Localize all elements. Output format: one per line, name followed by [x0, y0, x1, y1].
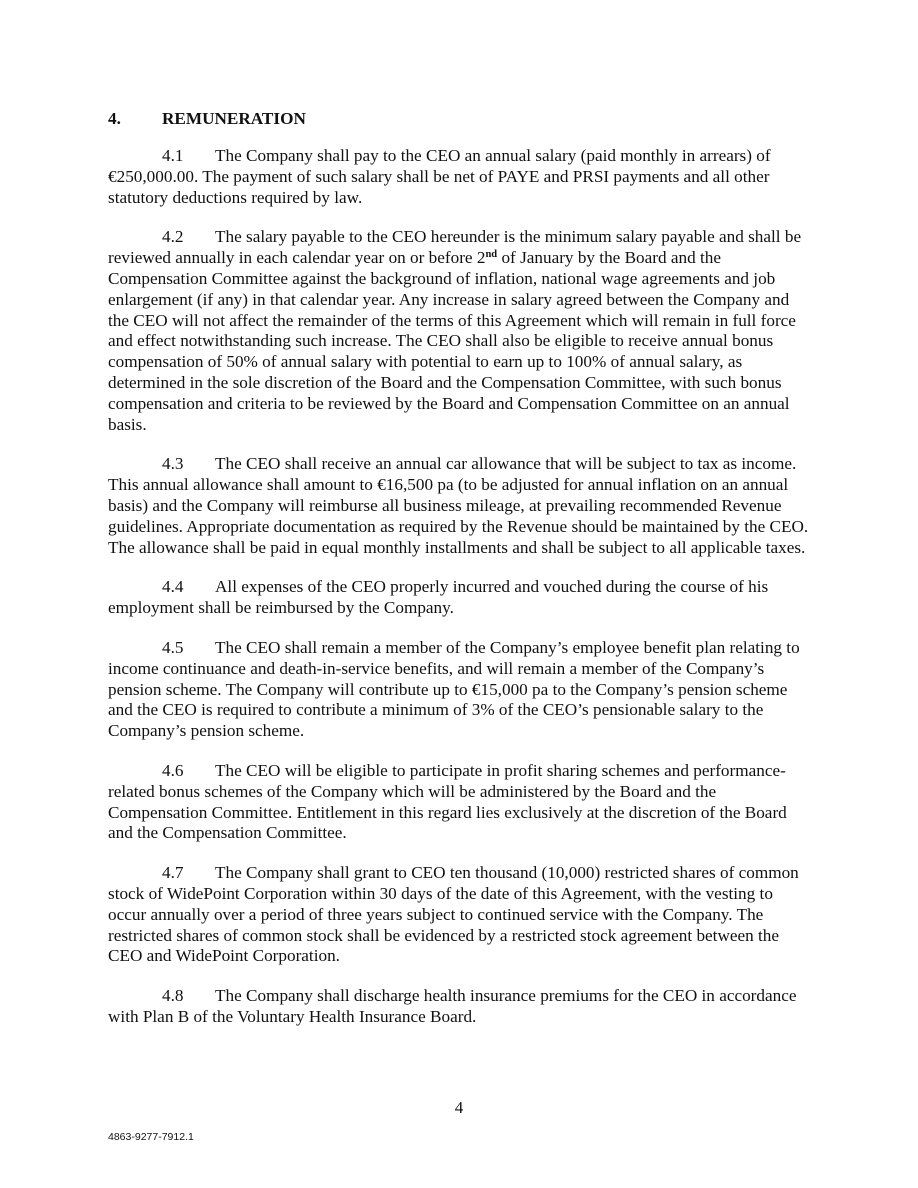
paragraph-number: 4.4 [162, 577, 184, 597]
section-number: 4. [108, 109, 121, 128]
paragraph-text: The Company shall pay to the CEO an annual salary (paid monthly in arrears) of €250,000.00. The payment of such salary shall be net of PAYE and PRSI payments and all other statutory deductions required by law. [108, 146, 771, 207]
section-heading [108, 108, 306, 129]
paragraph-number: 4.8 [162, 986, 184, 1006]
paragraph-text: All expenses of the CEO properly incurred and vouched during the course of his employment shall be reimbursed by the Company. [108, 577, 769, 618]
page-number: 4 [454, 1098, 464, 1117]
paragraph-text: The Company shall grant to CEO ten thousand (10,000) restricted shares of common stock of WidePoint Corporation within 30 days of the date of this Agreement, with the vesting to occur annually over a period of three years subject to continued service with the Company. The restricted shares of common stock shall be evidenced by a restricted stock agreement between the CEO and WidePoint Corporation. [108, 863, 799, 966]
paragraph-4-4 [108, 577, 812, 619]
paragraph-text: The Company shall discharge health insurance premiums for the CEO in accordance with Plan B of the Voluntary Health Insurance Board. [108, 986, 797, 1026]
paragraph-text-continued: of January by the Board and the Compensation Committee against the background of inflation, national wage agreements and job enlargement (if any) in that calendar year. Any increase in salary agreed between the Company and the CEO will not affect the remainder of the terms of this Agreement which will remain in full force and effect notwithstanding such increase. The CEO shall also be eligible to receive annual bonus compensation of 50% of annual salary with potential to earn up to 100% of annual salary, as determined in the sole discretion of the Board and the Compensation Committee, with such bonus compensation and criteria to be reviewed by the Board and Compensation Committee on an annual basis. [108, 248, 796, 434]
paragraph-number: 4.5 [162, 637, 184, 657]
paragraph-text: The salary payable to the CEO hereunder is the minimum salary payable and shall be reviewed annually in each calendar year on or before 2 [108, 227, 802, 268]
paragraph-number: 4.7 [162, 863, 184, 883]
paragraph-number: 4.6 [162, 760, 184, 780]
section-title: REMUNERATION [162, 109, 306, 128]
paragraph-text: The CEO will be eligible to participate in profit sharing schemes and performance-related bonus schemes of the Company which will be administered by the Board and the Compensation Committee. Entitlement in this regard lies exclusively at the discretion of the Board and the Compensation Committee. [108, 760, 787, 843]
paragraph-4-8 [108, 986, 812, 1028]
document-id: 4863-9277-7912.1 [108, 1131, 194, 1143]
ordinal-superscript: nd [485, 249, 498, 261]
paragraph-4-5 [108, 638, 812, 742]
paragraph-4-2 [108, 227, 812, 435]
paragraph-4-3 [108, 454, 812, 558]
paragraph-number: 4.3 [162, 454, 184, 474]
section-body [108, 146, 812, 1047]
paragraph-number: 4.1 [162, 146, 184, 165]
paragraph-text: The CEO shall remain a member of the Company’s employee benefit plan relating to income continuance and death-in-service benefits, and will remain a member of the Company’s pension scheme. The Company will contribute up to €15,000 pa to the Company’s pension scheme and the CEO is required to contribute a minimum of 3% of the CEO’s pensionable salary to the Company’s pension scheme. [108, 637, 800, 741]
paragraph-text: The CEO shall receive an annual car allowance that will be subject to tax as income. This annual allowance shall amount to €16,500 pa (to be adjusted for annual inflation on an annual basis) and the Company will reimburse all business mileage, at prevailing recommended Revenue guidelines. Appropriate documentation as required by the Revenue should be maintained by the CEO. The allowance shall be paid in equal monthly installments and shall be subject to all applicable taxes. [108, 454, 809, 557]
paragraph-4-7 [108, 863, 812, 967]
paragraph-number: 4.2 [162, 227, 184, 247]
paragraph-4-6 [108, 761, 812, 844]
paragraph-4-1 [108, 146, 812, 208]
